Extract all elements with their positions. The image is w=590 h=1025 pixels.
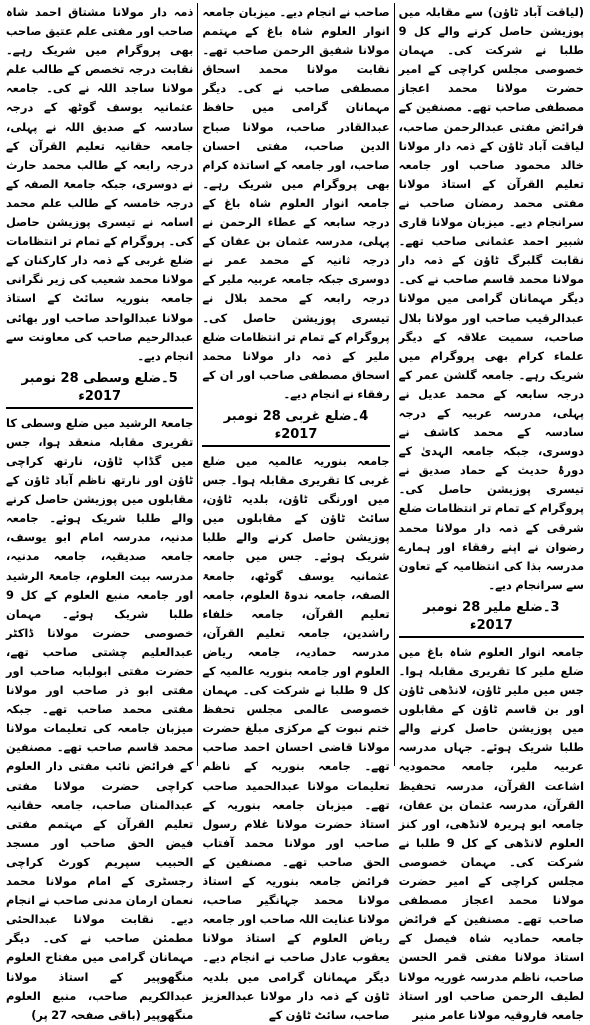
section-heading-district-west bbox=[202, 408, 389, 447]
section-heading-district-central bbox=[6, 370, 193, 409]
paragraph: (لیاقت آباد ٹاؤن) سے مقابلہ میں پوزیشن حاصل کرنے والے کل 9 طلبا نے شرکت کی۔ مہمان خصوصی مجلس کراچی کے امیر حضرت مولانا محمد اعجاز مصطفی صاحب تھے۔ مصنفین کے فرائض مفتی عبدالرحمن صاحب، لیاقت آباد ٹاؤن کے ذمہ دار مولانا خالد محمود صاحب اور جامعہ تعلیم القرآن کے استاذ مولانا مفتی محمد رمضان صاحب نے سرانجام دیے۔ میزبان مولانا قاری شبیر احمد عثمانی صاحب تھے۔ نقابت گلبرگ ٹاؤن کے ذمہ دار مولانا محمد قاسم صاحب نے کی۔ دیگر مہمانان گرامی میں مولانا عبدالرقیب صاحب اور مولانا بلال صاحب، سمیت علاقہ کے دیگر علماء کرام بھی پروگرام میں شریک رہے۔ جامعہ گلشن عمر کے درجہ سابعہ کے محمد عدیل نے پہلی، مدرسہ عربیہ کے درجہ سادسہ کے محمد کاشف نے دوسری، جبکہ جامعہ الہدیٰ کے دورۂ حدیث کے حماد صدیق نے تیسری پوزیشن حاصل کی۔ پروگرام کے تمام تر انتظامات ضلع شرقی کے ذمہ دار مولانا محمد رضوان نے اپنے رفقاء اور ہمارے مدرسہ بذا کی انتظامیہ کے تعاون سے سرانجام دیے۔ bbox=[398, 5, 584, 592]
section-heading-district-malir bbox=[399, 599, 584, 638]
paragraph: ذمہ دار مولانا مشتاق احمد شاہ صاحب اور مفتی علم عتیق صاحب بھی پروگرام میں شریک رہے۔ نقابت درجہ تخصص کے طالب علم مولانا ساجد اللہ نے کی۔ جامعہ عثمانیہ یوسف گوٹھ کے درجہ سادسہ کے صدیق اللہ نے پہلی، جامعہ حقانیہ تعلیم القرآن کے درجہ رابعہ کے طالب محمد حارث نے دوسری، جبکہ جامعۃ الصفہ کے درجہ خامسہ کے طالب علم محمد اسامہ نے تیسری پوزیشن حاصل کی۔ پروگرام کے تمام تر انتظامات ضلع غربی کے ذمہ دار کارکنان کے مولانا محمد شعیب کی زیر نگرانی جامعہ بنوریہ سائٹ کے استاذ مولانا عبدالواحد صاحب اور بھائی عبدالرحیم صاحب کی معاونت سے انجام دیے۔ bbox=[6, 5, 194, 363]
paragraph: صاحب نے انجام دیے۔ میزبان جامعہ انوار العلوم شاہ باغ کے مہتمم مولانا شفیق الرحمن صاحب تھے۔ نقابت مولانا محمد اسحاق مصطفی صاحب نے کی۔ دیگر مہمانان گرامی میں حافظ عبدالقادر صاحب، مولانا صباح الدین صاحب، مفتی احسان صاحب، اور جامعہ کے اساتذہ کرام بھی پروگرام میں شریک رہے۔ جامعہ انوار العلوم شاہ باغ کے درجہ سابعہ کے عطاء الرحمن نے پہلی، مدرسہ عثمان بن عفان کے درجہ ثانیہ کے محمد عمر نے دوسری جبکہ جامعہ عربیہ ملیر کے درجہ رابعہ کے محمد بلال نے تیسری پوزیشن حاصل کی۔ پروگرام کے تمام تر انتظامات ضلع ملیر کے ذمہ دار مولانا محمد اسحاق مصطفی صاحب اور ان کے رفقاء نے انجام دیے۔ bbox=[202, 5, 390, 401]
column-middle bbox=[198, 3, 393, 1022]
paragraph: جامعہ بنوریہ عالمیہ میں ضلع غربی کا تقریری مقابلہ ہوا۔ جس میں اورنگی ٹاؤن، بلدیہ ٹاؤن، سائٹ ٹاؤن کے مقابلوں میں پوزیشن حاصل کرنے والے طلبا شریک ہوئے۔ جس میں جامعہ عثمانیہ یوسف گوٹھ، جامعۃ الصفہ، جامعہ ندوۃ العلوم، جامعہ تعلیم القرآن، جامعہ خلفاء راشدین، جامعہ تعلیم القرآن، مدرسہ حمادیہ، جامعہ ریاض العلوم اور جامعہ بنوریہ عالمیہ کے کل 9 طلبا نے شرکت کی۔ مہمان خصوصی عالمی مجلس تحفظ ختم نبوت کے مرکزی مبلغ حضرت مولانا قاضی احسان احمد صاحب تھے۔ جامعہ بنوریہ کے ناظم تعلیمات مولانا عبدالحمید صاحب تھے۔ میزبان جامعہ بنوریہ کے استاذ حضرت مولانا غلام رسول صاحب اور مولانا محمد آفتاب الحق صاحب تھے۔ مصنفین کے فرائض جامعہ بنوریہ کے استاذ مولانا محمد جہانگیر صاحب، مولانا عنایت اللہ صاحب اور جامعہ ریاض العلوم کے استاذ مولانا یعقوب عادل صاحب نے انجام دیے۔ دیگر مہمانان گرامی میں بلدیہ ٹاؤن کے ذمہ دار مولانا عبدالعزیز صاحب، سائٹ ٹاؤن کے bbox=[202, 453, 390, 1022]
column-right bbox=[395, 3, 588, 1022]
heading-text: 4۔ضلع غربی 28 نومبر 2017ء bbox=[202, 408, 389, 447]
paragraph: جامعۃ الرشید میں ضلع وسطی کا تقریری مقابلہ منعقد ہوا، جس میں گڈاپ ٹاؤن، نارتھ کراچی ٹاؤن اور نارتھ ناظم آباد ٹاؤن کے مقابلوں میں پوزیشن حاصل کرنے والے طلبا شریک ہوئے۔ جامعہ مدنیہ، مدرسہ امام ابو یوسف، جامعہ صدیقیہ، جامعہ مدنیہ، مدرسہ بیت العلوم، جامعۃ الرشید اور جامعہ منبع العلوم کے کل 9 طلبا شریک ہوئے۔ مہمان خصوصی حضرت مولانا ڈاکٹر عبدالعلیم چشتی صاحب تھے، حضرت مفتی ابولبابہ صاحب اور مفتی ابو ذر صاحب اور مولانا مفتی محمد صاحب تھے۔ جبکہ میزبان جامعہ کی تعلیمات مولانا محمد قاسم صاحب تھے۔ مصنفین کے فرائض نائب مفتی دار العلوم کراچی حضرت مولانا مفتی عبدالمنان صاحب، جامعہ حقانیہ تعلیم القرآن کے مہتمم مفتی فیض الحق صاحب اور مسجد الحبیب سپریم کورٹ کراچی رجسٹری کے امام مولانا محمد نعمان ارمان مدنی صاحب نے انجام دیے۔ نقابت مولانا عبدالحئی مطمئن صاحب نے کی۔ دیگر مہمانان گرامی میں مفتاح العلوم منگھوپیر کے استاذ مولانا عبدالکریم صاحب، منبع العلوم منگھوپیر (باقی صفحہ 27 پر) bbox=[6, 415, 194, 1022]
column-left bbox=[2, 3, 197, 1022]
paragraph: جامعہ انوار العلوم شاہ باغ میں ضلع ملیر کا تقریری مقابلہ ہوا۔ جس میں ملیر ٹاؤن، لانڈھی ٹاؤن اور بن قاسم ٹاؤن کے مقابلوں میں پوزیشن حاصل کرنے والے طلبا شریک ہوئے۔ جہاں مدرسہ عربیہ ملیر، جامعہ محمودیہ اشاعت القرآن، مدرسہ تحفیظ القرآن، مدرسہ عثمان بن عفان، جامعہ ابو ہریرہ لانڈھی، اور کنز العلوم لانڈھی کے کل 9 طلبا نے شرکت کی۔ مہمان خصوصی مجلس کراچی کے امیر حضرت مولانا محمد اعجاز مصطفی صاحب تھے۔ مصنفین کے فرائض جامعہ حمادیہ شاہ فیصل کے استاذ مولانا مفتی قمر الحسن صاحب، ناظم مدرسہ غوریہ مولانا لطیف الرحمن صاحب اور استاذ جامعہ فاروقیہ مولانا عامر منیر bbox=[398, 644, 584, 1022]
heading-text: 5۔ضلع وسطی 28 نومبر 2017ء bbox=[6, 370, 193, 409]
heading-text: 3۔ضلع ملیر 28 نومبر 2017ء bbox=[399, 599, 584, 638]
